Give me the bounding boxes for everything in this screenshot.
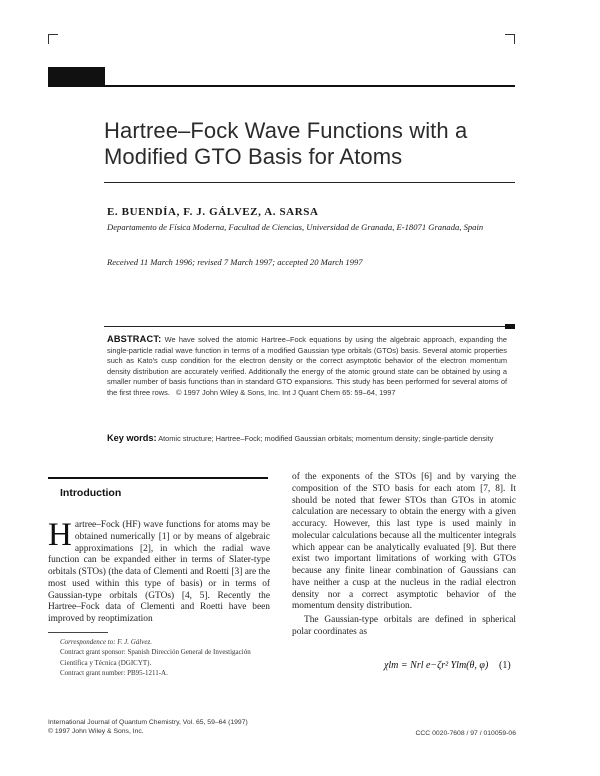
abstract bbox=[107, 334, 507, 398]
header-rule bbox=[48, 85, 515, 87]
page-title bbox=[104, 118, 524, 170]
title-line-2: Modified GTO Basis for Atoms bbox=[104, 144, 403, 169]
footnotes bbox=[60, 637, 270, 678]
authors: E. BUENDÍA, F. J. GÁLVEZ, A. SARSA bbox=[107, 206, 319, 218]
title-line-1: Hartree–Fock Wave Functions with a bbox=[104, 118, 468, 143]
keywords-text: Atomic structure; Hartree–Fock; modified Gaussian orbitals; momentum density; single-particle density bbox=[158, 434, 494, 443]
abstract-label: ABSTRACT: bbox=[107, 334, 162, 344]
footer-copyright: © 1997 John Wiley & Sons, Inc. bbox=[48, 727, 144, 735]
crop-mark bbox=[48, 34, 58, 35]
drop-cap: H bbox=[48, 517, 72, 553]
abstract-rule bbox=[104, 326, 507, 327]
intro-left-column bbox=[48, 517, 270, 626]
crop-mark bbox=[48, 34, 49, 44]
header-black-tab bbox=[48, 67, 105, 87]
intro-paragraph-3: The Gaussian-type orbitals are defined in spherical polar coordinates as bbox=[292, 615, 516, 637]
section-rule bbox=[48, 477, 268, 479]
title-rule bbox=[104, 182, 515, 183]
equation-1: χlm = Nrl e−ζr² Ylm(θ, φ) bbox=[384, 660, 489, 671]
keywords-label: Key words: bbox=[107, 433, 157, 443]
footnote-grant-number: Contract grant number: PB95-1211-A. bbox=[60, 668, 168, 677]
equation-number: (1) bbox=[499, 660, 511, 671]
footer-journal bbox=[48, 719, 248, 736]
footer-journal-line: International Journal of Quantum Chemistry, Vol. 65, 59–64 (1997) bbox=[48, 719, 248, 726]
intro-paragraph-2: of the exponents of the STOs [6] and by varying the composition of the STO basis for each atom [7, 8]. It should be noted that fewer STOs than GTOs in atomic calculation are necessary to obtain the energy with a given accuracy. However, this last type is used mainly in molecular calculations because all the multicenter integrals which appear can be analytically evaluated [9]. But there exist two important limitations of working with GTOs because any finite linear combination of Gaussians can have neither a cusp at the nucleus in the radial electron density nor a correct asymptotic behavior of the momentum density distribution. bbox=[292, 472, 516, 612]
footer-ccc: CCC 0020-7608 / 97 / 010059-06 bbox=[415, 730, 516, 737]
intro-right-column bbox=[292, 472, 516, 639]
received-dates: Received 11 March 1996; revised 7 March 1997; accepted 20 March 1997 bbox=[107, 257, 363, 267]
section-heading: Introduction bbox=[60, 487, 122, 499]
crop-mark bbox=[514, 34, 515, 44]
keywords bbox=[107, 433, 507, 445]
abstract-marker bbox=[505, 324, 515, 329]
intro-paragraph-1: artree–Fock (HF) wave functions for atoms may be obtained numerically [1] or by means of algebraic approximations [2], in which the radial wave function can be expanded either in terms of Slater-type orbitals (STOs) (the data of Clementi and Roetti [3] are the most used within this type of basis) or in terms of Gaussian-type orbitals (GTOs) [4, 5]. Recently the Hartree–Fock data of Clementi and Roetti have been improved by reoptimization bbox=[48, 520, 270, 624]
affiliation: Departamento de Física Moderna, Facultad de Ciencias, Universidad de Granada, E-18071 Granada, Spain bbox=[107, 222, 484, 232]
footnote-rule bbox=[48, 632, 108, 633]
footnote-correspondence: Correspondence to: F. J. Gálvez. bbox=[60, 638, 152, 646]
footnote-sponsor: Contract grant sponsor: Spanish Dirección General de Investigación Científica y Técnica (DGICYT). bbox=[60, 648, 251, 667]
abstract-copyright: © 1997 John Wiley & Sons, Inc. Int J Quant Chem 65: 59–64, 1997 bbox=[176, 387, 396, 397]
abstract-text: We have solved the atomic Hartree–Fock equations by using the algebraic approach, expanding the single-particle radial wave function in terms of a modified Gaussian type orbitals (GTOs) basis. Several atomic properties such as Kato's cusp condition for the electron density or the correct asymptotic behavior of the electron momentum density distribution are accurately verified. Additionally the energy of the atomic ground state can be obtained by using a smaller number of basis functions than in standard GTO expansions. This study has been performed for several atoms of the first three rows. bbox=[107, 335, 507, 397]
